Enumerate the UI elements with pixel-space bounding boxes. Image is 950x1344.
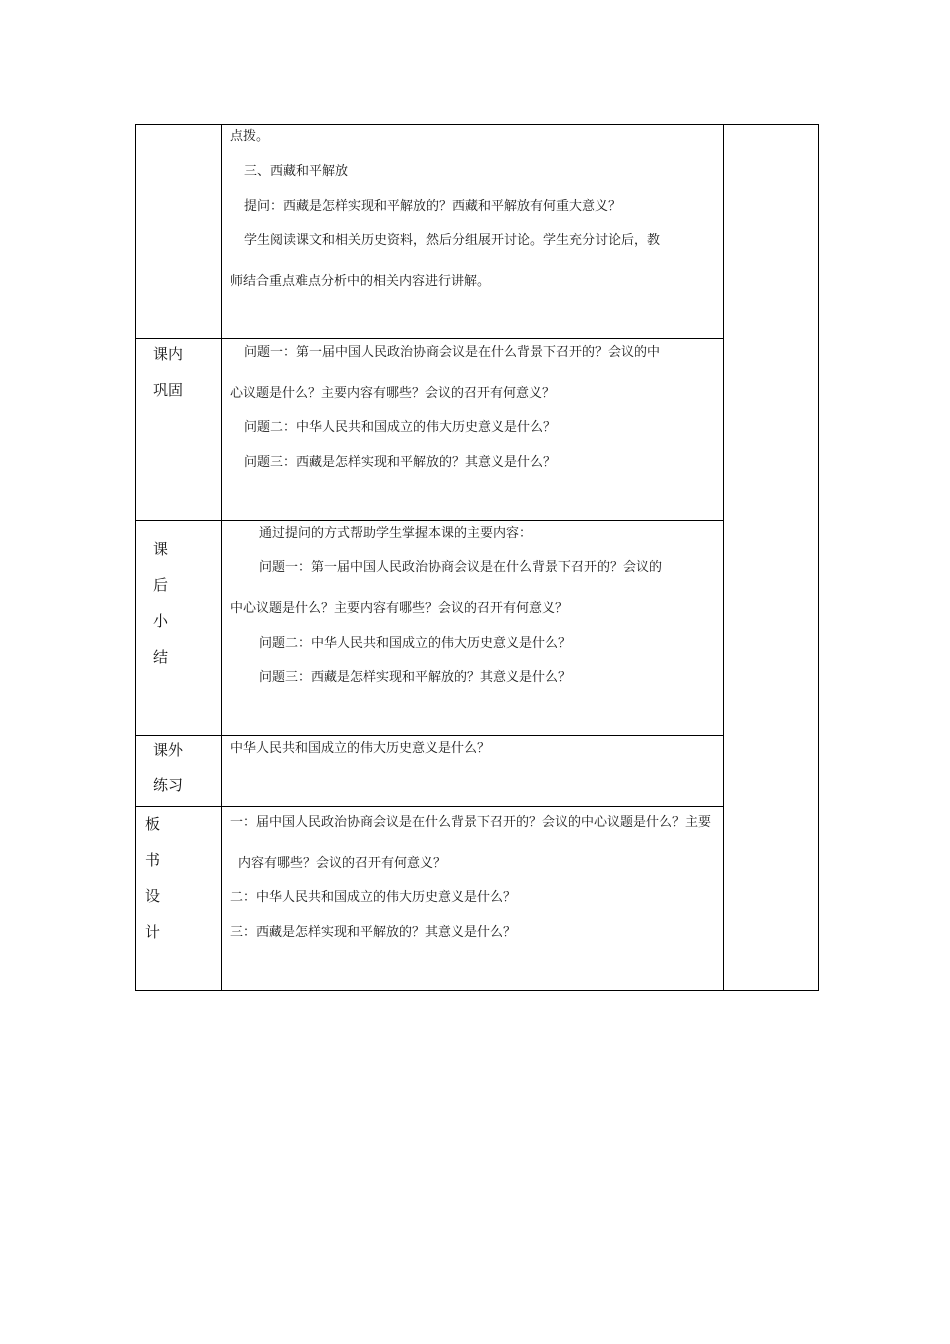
text-line: 学生阅读课文和相关历史资料，然后分组展开讨论。学生充分讨论后，教: [244, 233, 661, 248]
section-label: 设: [145, 887, 161, 905]
text-line: 问题一：第一届中国人民政治协商会议是在什么背景下召开的？会议的: [259, 560, 663, 575]
section-label: 课内: [153, 345, 184, 363]
section-label: 巩固: [153, 381, 184, 399]
text-line: 中华人民共和国成立的伟大历史意义是什么？: [230, 741, 491, 756]
section-label: 结: [153, 648, 169, 666]
table-row-divider: [135, 338, 724, 339]
text-line: 心议题是什么？主要内容有哪些？会议的召开有何意义？: [230, 386, 556, 401]
section-label: 课外: [153, 741, 184, 759]
text-line: 师结合重点难点分析中的相关内容进行讲解。: [230, 274, 491, 289]
section-label: 计: [145, 923, 161, 941]
text-line: 三：西藏是怎样实现和平解放的？其意义是什么？: [230, 925, 517, 940]
section-label: 练习: [153, 776, 184, 794]
section-label: 小: [153, 612, 169, 630]
table-row-divider: [135, 520, 724, 521]
text-line: 问题三：西藏是怎样实现和平解放的？其意义是什么？: [259, 670, 572, 685]
text-line: 问题二：中华人民共和国成立的伟大历史意义是什么？: [244, 420, 557, 435]
section-label: 板: [145, 815, 161, 833]
text-line: 二：中华人民共和国成立的伟大历史意义是什么？: [230, 890, 517, 905]
text-line: 一：届中国人民政治协商会议是在什么背景下召开的？会议的中心议题是什么？主要: [230, 815, 712, 830]
text-line: 问题一：第一届中国人民政治协商会议是在什么背景下召开的？会议的中: [244, 345, 661, 360]
text-line: 问题二：中华人民共和国成立的伟大历史意义是什么？: [259, 636, 572, 651]
table-column-divider-left: [221, 124, 222, 991]
text-line: 提问：西藏是怎样实现和平解放的？西藏和平解放有何重大意义？: [244, 199, 622, 214]
section-label: 课: [153, 540, 169, 558]
text-line: 内容有哪些？会议的召开有何意义？: [238, 856, 447, 871]
table-row-divider: [135, 735, 724, 736]
text-line: 通过提问的方式帮助学生掌握本课的主要内容：: [259, 526, 533, 541]
text-line: 问题三：西藏是怎样实现和平解放的？其意义是什么？: [244, 455, 557, 470]
text-line: 点拨。: [230, 129, 270, 144]
section-label: 后: [153, 576, 169, 594]
text-line: 三、西藏和平解放: [244, 164, 349, 179]
section-label: 书: [145, 851, 161, 869]
table-column-divider-right: [723, 124, 724, 991]
table-row-divider: [135, 806, 724, 807]
text-line: 中心议题是什么？主要内容有哪些？会议的召开有何意义？: [230, 601, 569, 616]
